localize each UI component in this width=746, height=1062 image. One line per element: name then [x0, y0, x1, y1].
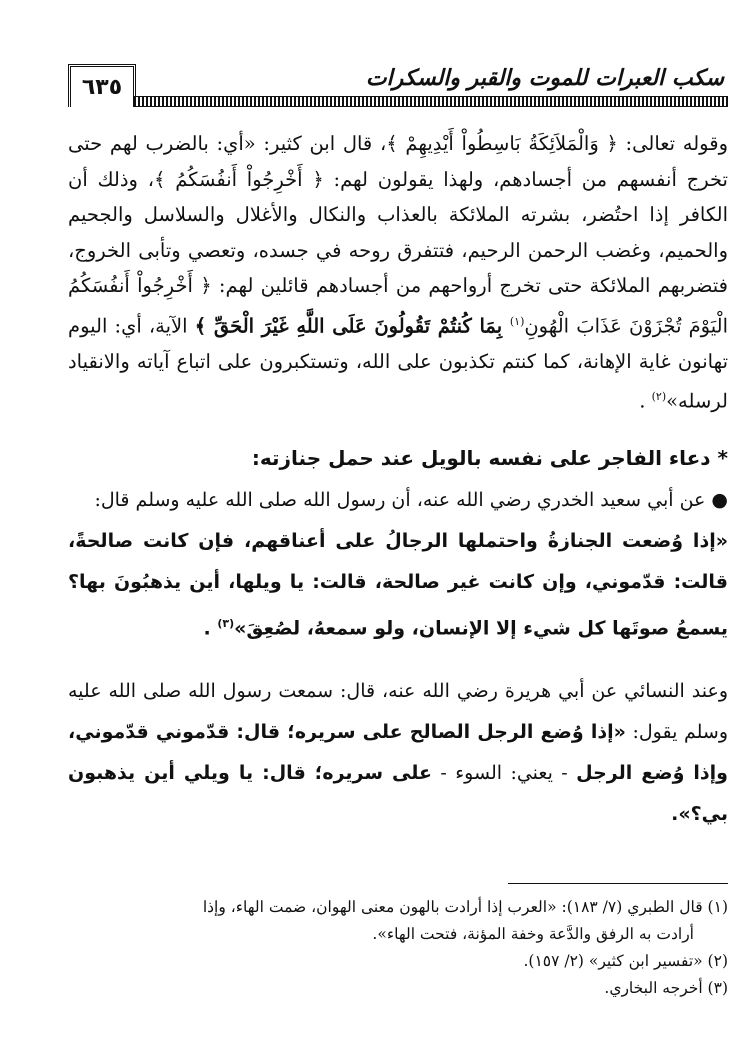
- footnote-ref-1: (١): [509, 314, 525, 328]
- header-decorative-rule: [134, 96, 728, 107]
- hadith-end: .: [203, 617, 218, 640]
- hadith-narration: ● عن أبي سعيد الخدري رضي الله عنه، أن رسول الله صلى الله عليه وسلم قال:: [94, 489, 728, 511]
- running-title: سكب العبرات للموت والقبر والسكرات: [365, 66, 724, 91]
- nasai-hadith-1: «إذا وُضع الرجل الصالح على سريره؛ قال: قدّموني قدّموني، وإذا وُضع الرجل: [68, 721, 728, 785]
- footnote-1: (١) قال الطبري (٧/ ١٨٣): «العرب إذا أرادت بالهون معنى الهوان، ضمت الهاء، وإذا: [202, 898, 728, 916]
- footnote-ref-2: (٢): [651, 390, 667, 403]
- page-number: ٦٣٥: [68, 64, 136, 107]
- tafsir-end: .: [639, 389, 652, 413]
- section-heading: * دعاء الفاجر على نفسه بالويل عند حمل جنازته:: [251, 446, 728, 470]
- footnotes: [68, 894, 728, 1002]
- tafsir-text: وقوله تعالى: ﴿ وَالْمَلاَئِكَةُ بَاسِطُواْ أَيْدِيهِمْ ﴾، قال ابن كثير: «أي: بالضرب لهم حتى تخرج أنفسهم من أجسادهم، ولهذا يقولون لهم: ﴿ أَخْرِجُواْ أَنفُسَكُمُ ﴾، وذلك أن الكافر إذا احتُضر، بشرته الملائكة بالعذاب والنكال والأغلال والسلاسل والجحيم والحميم، وغضب الرحمن الرحيم، فتتفرق روحه في جسده، وتعصي وتأبى الخروج، فتضربهم الملائكة حتى تخرج أرواحهم من أجسادهم قائلين لهم: ﴿ أَخْرِجُواْ أَنفُسَكُمُ الْيَوْمَ تُجْزَوْنَ عَذَابَ الْهُونِ: [68, 132, 728, 337]
- footnote-2: (٢) «تفسير ابن كثير» (٢/ ١٥٧).: [523, 952, 728, 970]
- paragraph-tafsir: [68, 126, 728, 419]
- hadith-text: [68, 521, 728, 649]
- page-body: [68, 126, 728, 835]
- footnote-separator: [508, 883, 728, 884]
- footnote-3: (٣) أخرجه البخاري.: [604, 979, 728, 997]
- nasai-intro: وعند النسائي عن أبي هريرة رضي الله عنه، قال: سمعت رسول الله صلى الله عليه وسلم يقول:: [68, 680, 728, 744]
- tafsir-tail: الآية، أي: اليوم تهانون غاية الإهانة، كما كنتم تكذبون على الله، وتستكبرون على اتباع آياته والانقياد لرسله»: [68, 314, 728, 413]
- hadith-body: «إذا وُضعت الجنازةُ واحتملها الرجالُ على أعناقهم، فإن كانت صالحةً، قالت: قدّموني، وإن كانت غير صالحة، قالت: يا ويلها، أين يذهبُونَ بها؟ يسمعُ صوتَها كل شيء إلا الإنسان، ولو سمعهُ، لصُعِقَ»: [68, 530, 728, 640]
- quran-quote: بِمَا كُنتُمْ تَقُولُونَ عَلَى اللَّهِ غَيْرَ الْحَقِّ ﴾: [194, 314, 510, 337]
- footnote-ref-3: (٣): [217, 617, 235, 630]
- nasai-hadith-2: على سريره؛ قال: يا ويلي أين يذهبون بي؟».: [68, 762, 728, 826]
- footnote-1-continued: أرادت به الرفق والدَّعة وخفة المؤنة، فتحت الهاء».: [372, 925, 694, 943]
- page-header: [68, 64, 728, 112]
- nasai-aside: - يعني: السوء -: [431, 762, 577, 785]
- paragraph-nasai: [68, 671, 728, 835]
